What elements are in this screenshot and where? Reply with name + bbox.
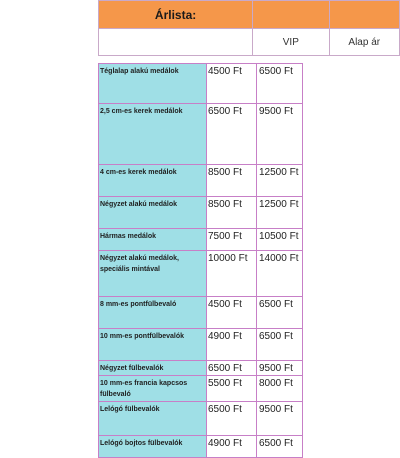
table-row xyxy=(99,64,303,104)
column-header-vip: VIP xyxy=(253,29,329,56)
product-name: 8 mm-es pontfülbevaló xyxy=(99,297,207,329)
vip-price: 5500 Ft xyxy=(207,375,257,401)
header-title-row xyxy=(99,1,400,29)
base-price: 8000 Ft xyxy=(257,375,303,401)
table-row xyxy=(99,297,303,329)
product-name: Négyzet alakú medálok, speciális mintával xyxy=(99,251,207,297)
table-row xyxy=(99,329,303,361)
table-row xyxy=(99,361,303,376)
base-price: 9500 Ft xyxy=(257,401,303,435)
product-name: 10 mm-es pontfülbevalók xyxy=(99,329,207,361)
header-cell xyxy=(99,29,253,56)
base-price: 14000 Ft xyxy=(257,251,303,297)
table-row xyxy=(99,251,303,297)
header-cell xyxy=(329,1,400,29)
vip-price: 4500 Ft xyxy=(207,64,257,104)
vip-price: 8500 Ft xyxy=(207,165,257,197)
base-price: 6500 Ft xyxy=(257,64,303,104)
table-row xyxy=(99,401,303,435)
base-price: 9500 Ft xyxy=(257,104,303,165)
table-row xyxy=(99,375,303,401)
header-columns-row xyxy=(99,29,400,56)
base-price: 9500 Ft xyxy=(257,361,303,376)
vip-price: 7500 Ft xyxy=(207,229,257,251)
vip-price: 6500 Ft xyxy=(207,401,257,435)
product-name: Téglalap alakú medálok xyxy=(99,64,207,104)
price-list-title: Árlista: xyxy=(99,1,253,29)
vip-price: 8500 Ft xyxy=(207,197,257,229)
vip-price: 4500 Ft xyxy=(207,297,257,329)
base-price: 12500 Ft xyxy=(257,165,303,197)
price-table xyxy=(98,63,303,458)
vip-price: 6500 Ft xyxy=(207,361,257,376)
base-price: 6500 Ft xyxy=(257,297,303,329)
base-price: 6500 Ft xyxy=(257,435,303,457)
product-name: Lelógó fülbevalók xyxy=(99,401,207,435)
product-name: 4 cm-es kerek medálok xyxy=(99,165,207,197)
product-name: 10 mm-es francia kapcsos fülbevaló xyxy=(99,375,207,401)
vip-price: 4900 Ft xyxy=(207,329,257,361)
product-name: Lelógó bojtos fülbevalók xyxy=(99,435,207,457)
vip-price: 6500 Ft xyxy=(207,104,257,165)
product-name: Hármas medálok xyxy=(99,229,207,251)
base-price: 6500 Ft xyxy=(257,329,303,361)
header-cell xyxy=(253,1,329,29)
table-row xyxy=(99,165,303,197)
product-name: Négyzet fülbevalók xyxy=(99,361,207,376)
table-row xyxy=(99,197,303,229)
table-row xyxy=(99,104,303,165)
table-row xyxy=(99,229,303,251)
column-header-alap: Alap ár xyxy=(329,29,400,56)
base-price: 12500 Ft xyxy=(257,197,303,229)
price-list-header xyxy=(98,0,400,56)
base-price: 10500 Ft xyxy=(257,229,303,251)
vip-price: 10000 Ft xyxy=(207,251,257,297)
vip-price: 4900 Ft xyxy=(207,435,257,457)
table-row xyxy=(99,435,303,457)
product-name: Négyzet alakú medálok xyxy=(99,197,207,229)
product-name: 2,5 cm-es kerek medálok xyxy=(99,104,207,165)
